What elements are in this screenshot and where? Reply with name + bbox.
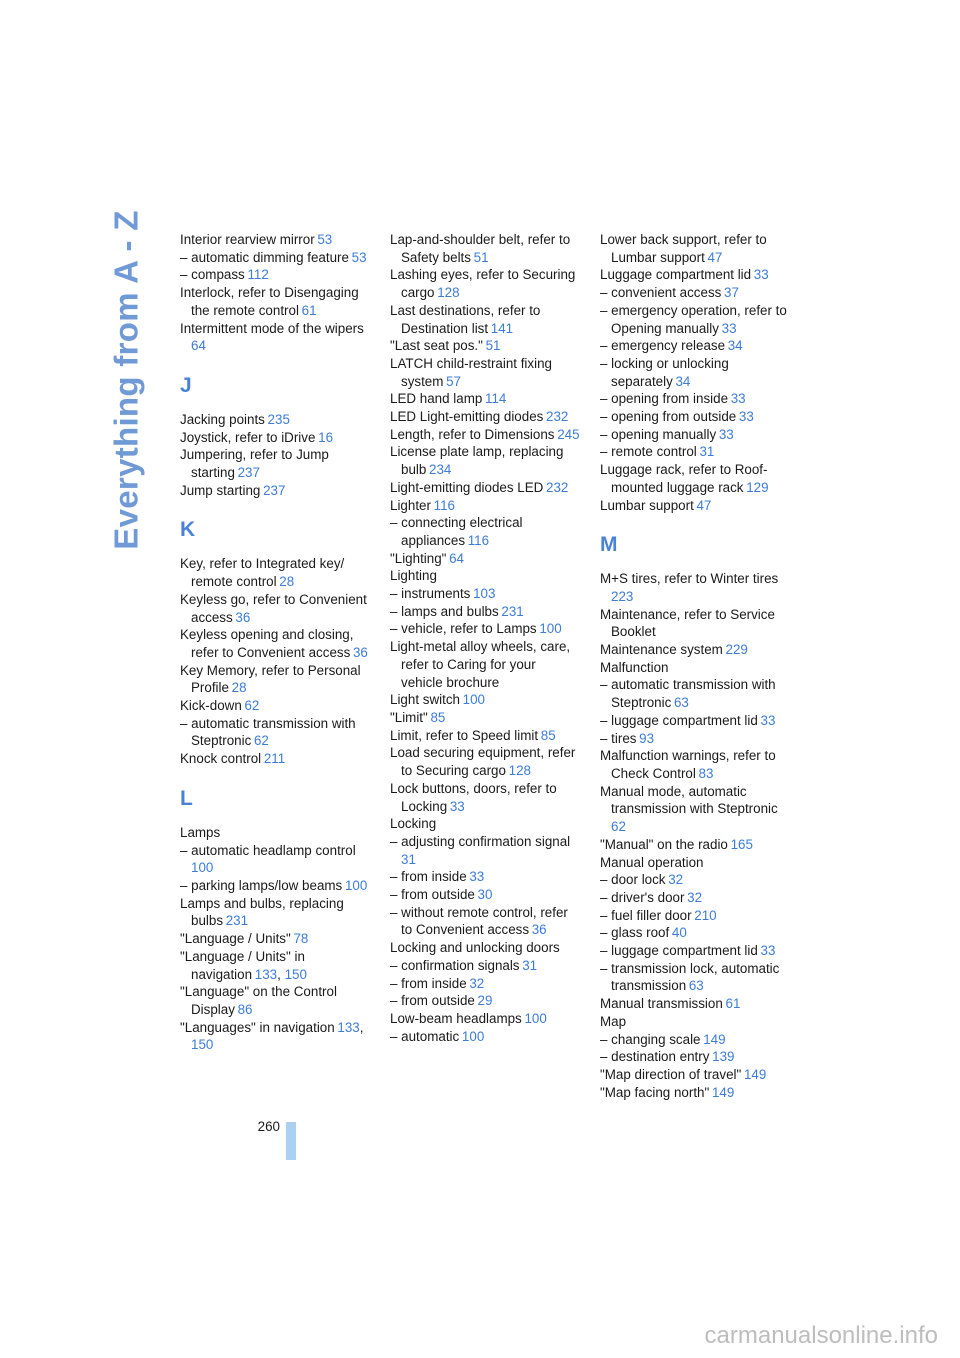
index-entry bbox=[390, 408, 580, 426]
page-reference-link[interactable]: 149 bbox=[743, 1066, 767, 1082]
index-entry bbox=[390, 479, 580, 497]
index-entry bbox=[600, 355, 790, 390]
index-entry-text: Lighter bbox=[390, 497, 431, 513]
index-entry bbox=[390, 815, 580, 833]
index-entry-text: Keyless opening and closing, refer to Convenient access bbox=[180, 627, 354, 660]
page-reference-link[interactable]: 232 bbox=[546, 479, 569, 495]
page-reference-link[interactable]: 36 bbox=[352, 644, 368, 660]
page-reference-link[interactable]: 16 bbox=[318, 429, 334, 445]
index-entry bbox=[390, 390, 580, 408]
index-entry-text: Length, refer to Dimensions bbox=[390, 426, 555, 442]
section-title bbox=[96, 210, 158, 550]
page-reference-link[interactable]: 100 bbox=[461, 1028, 485, 1044]
index-entry-text: Light-metal alloy wheels, care, refer to Caring for your vehicle brochure bbox=[390, 639, 571, 690]
page-reference-link[interactable]: 229 bbox=[725, 642, 748, 658]
page-reference-link[interactable]: 128 bbox=[437, 285, 460, 301]
index-entry-text: Load securing equipment, refer to Securing cargo bbox=[390, 745, 576, 779]
index-entry-text: Maintenance, refer to Service Booklet bbox=[600, 606, 775, 640]
page-reference-link[interactable]: 40 bbox=[671, 925, 687, 941]
index-entry bbox=[600, 461, 790, 496]
index-entry-text: – emergency operation, refer to Opening manually bbox=[600, 302, 787, 336]
index-entry bbox=[180, 697, 370, 715]
index-entry bbox=[390, 975, 580, 993]
index-entry-text: – automatic headlamp control bbox=[180, 842, 356, 858]
page-reference-link[interactable]: 36 bbox=[235, 609, 251, 625]
index-entry-text: – opening manually bbox=[600, 426, 717, 442]
page-reference-link[interactable]: 210 bbox=[694, 907, 717, 923]
page-reference-link[interactable]: 34 bbox=[675, 373, 691, 389]
page-reference-link[interactable]: 112 bbox=[247, 267, 269, 283]
index-entry bbox=[180, 266, 370, 284]
index-entry bbox=[600, 854, 790, 872]
index-entry-text: Jacking points bbox=[180, 411, 265, 427]
page-reference-link[interactable]: 83 bbox=[698, 765, 714, 781]
page-reference-link[interactable]: 149 bbox=[703, 1031, 726, 1047]
page-reference-link[interactable]: 78 bbox=[293, 931, 309, 947]
index-entry bbox=[180, 877, 370, 895]
index-entry-text: – vehicle, refer to Lamps bbox=[390, 621, 537, 637]
index-entry-text: Lumbar support bbox=[600, 497, 694, 513]
index-entry-text: Key, refer to Integrated key/ remote control bbox=[180, 556, 345, 590]
index-entry bbox=[180, 249, 370, 267]
index-entry-text: – automatic dimming feature bbox=[180, 249, 349, 265]
index-entry bbox=[180, 983, 370, 1018]
index-entry-text: "Manual" on the radio bbox=[600, 836, 728, 852]
page-reference-link[interactable]: 149 bbox=[711, 1084, 735, 1100]
index-entry bbox=[390, 302, 580, 337]
index-entry bbox=[180, 626, 370, 661]
page-reference-link[interactable]: 33 bbox=[760, 712, 776, 728]
page-reference-link[interactable]: 165 bbox=[730, 836, 753, 852]
index-entry bbox=[600, 1013, 790, 1031]
index-entry-text: Jump starting bbox=[180, 482, 261, 498]
page-reference-link[interactable]: 61 bbox=[301, 302, 317, 318]
index-entry-text: Limit, refer to Speed limit bbox=[390, 727, 539, 743]
index-entry bbox=[600, 426, 790, 444]
index-entry bbox=[600, 836, 790, 854]
index-entry-text: M+S tires, refer to Winter tires bbox=[600, 571, 779, 587]
index-entry bbox=[180, 555, 370, 590]
index-entry bbox=[600, 712, 790, 730]
index-entry-text: – glass roof bbox=[600, 925, 670, 941]
index-entry-text: Malfunction warnings, refer to Check Control bbox=[600, 748, 776, 781]
index-entry bbox=[600, 871, 790, 889]
index-entry-text: Lighting bbox=[390, 568, 437, 584]
index-entry bbox=[600, 337, 790, 355]
index-entry-text: – automatic transmission with Steptronic bbox=[180, 715, 356, 749]
index-entry-text: – automatic bbox=[390, 1028, 460, 1044]
page-reference-link[interactable]: 32 bbox=[469, 975, 485, 991]
index-entry-text: Intermittent mode of the wipers bbox=[180, 320, 364, 336]
index-entry bbox=[180, 662, 370, 697]
index-entry bbox=[390, 514, 580, 549]
index-entry-text: Malfunction bbox=[600, 659, 669, 675]
index-entry-text: Lamps bbox=[180, 824, 221, 840]
page-reference-link[interactable]: 62 bbox=[253, 733, 269, 749]
index-entry-text: – convenient access bbox=[600, 285, 722, 301]
index-entry bbox=[180, 446, 370, 481]
index-entry-text: – compass bbox=[180, 267, 245, 283]
index-entry bbox=[600, 924, 790, 942]
index-entry-text: – luggage compartment lid bbox=[600, 712, 758, 728]
index-entry-text: Jumpering, refer to Jump starting bbox=[180, 447, 329, 481]
index-entry bbox=[600, 1031, 790, 1049]
index-entry-text: LED Light-emitting diodes bbox=[390, 409, 544, 425]
index-entry-text: Maintenance system bbox=[600, 642, 723, 658]
index-entry bbox=[390, 1028, 580, 1046]
index-entry-text: "Language" on the Control Display bbox=[180, 984, 337, 1017]
index-entry bbox=[600, 747, 790, 782]
index-entry-text: – connecting electrical appliances bbox=[390, 515, 523, 548]
page-reference-link[interactable]: 85 bbox=[540, 727, 556, 743]
index-entry-text: Manual transmission bbox=[600, 996, 723, 1012]
index-entry-text: Lamps and bulbs, replacing bulbs bbox=[180, 895, 344, 929]
page-reference-link[interactable]: 31 bbox=[401, 851, 416, 867]
page-reference-link[interactable]: 139 bbox=[712, 1049, 735, 1065]
page-reference-link[interactable]: 47 bbox=[707, 249, 723, 265]
index-entry-text: Joystick, refer to iDrive bbox=[180, 429, 316, 445]
index-entry bbox=[390, 886, 580, 904]
index-entry-text: – instruments bbox=[390, 586, 471, 602]
index-entry-text: Locking and unlocking doors bbox=[390, 940, 560, 956]
index-entry-text: – remote control bbox=[600, 444, 697, 460]
index-entry bbox=[600, 641, 790, 659]
index-entry-text: Locking bbox=[390, 816, 437, 832]
index-entry-text: Lap-and-shoulder belt, refer to Safety belts bbox=[390, 232, 571, 265]
index-entry-text: "Language / Units" bbox=[180, 931, 291, 947]
page-reference-link[interactable]: 32 bbox=[668, 872, 684, 888]
page-reference-link[interactable]: 33 bbox=[760, 943, 776, 959]
index-entry bbox=[390, 691, 580, 709]
page-reference-link[interactable]: 237 bbox=[263, 482, 286, 498]
index-entry-text: Key Memory, refer to Personal Profile bbox=[180, 662, 361, 696]
index-entry bbox=[600, 497, 790, 515]
page-reference-link[interactable]: 32 bbox=[687, 889, 703, 905]
index-entry bbox=[390, 727, 580, 745]
index-entry bbox=[180, 320, 370, 355]
page-reference-link[interactable]: 223 bbox=[611, 588, 634, 604]
index-entry-text: – luggage compartment lid bbox=[600, 943, 758, 959]
index-entry: "Languages" in navigation 133, 150 bbox=[180, 1019, 364, 1053]
index-entry-text: Lock buttons, doors, refer to Locking bbox=[390, 780, 557, 814]
page-reference-link[interactable]: 33 bbox=[449, 798, 465, 814]
index-entry bbox=[390, 1010, 580, 1028]
index-entry-text: – parking lamps/low beams bbox=[180, 877, 343, 893]
page-reference-link[interactable]: 53 bbox=[317, 232, 333, 247]
page-reference-link[interactable]: 36 bbox=[531, 922, 547, 938]
index-entry-text: – adjusting confirmation signal bbox=[390, 833, 571, 849]
index-entry bbox=[180, 750, 370, 768]
index-column-3 bbox=[600, 231, 790, 1101]
index-entry bbox=[600, 889, 790, 907]
section-letter: J bbox=[180, 373, 192, 397]
index-entry-text: Low-beam headlamps bbox=[390, 1010, 522, 1026]
watermark: carmanualsonline.info bbox=[704, 1322, 938, 1349]
index-entry bbox=[390, 709, 580, 727]
page-reference-link[interactable]: 133 bbox=[254, 966, 278, 982]
index-entry bbox=[390, 355, 580, 390]
index-entry bbox=[390, 337, 580, 355]
page-reference-link[interactable]: 128 bbox=[508, 763, 531, 779]
index-entry-text: LED hand lamp bbox=[390, 391, 483, 407]
index-entry bbox=[390, 638, 580, 691]
page-reference-link[interactable]: 51 bbox=[485, 338, 501, 354]
index-entry-text: Luggage rack, refer to Roof-mounted luggage rack bbox=[600, 462, 768, 495]
page-reference-link[interactable]: 34 bbox=[727, 338, 743, 354]
index-entry bbox=[600, 659, 790, 677]
section-letter: L bbox=[180, 786, 193, 810]
page-reference-link[interactable]: 33 bbox=[469, 869, 485, 885]
index-entry-text: "Lighting" bbox=[390, 550, 447, 566]
page-reference-link[interactable]: 86 bbox=[237, 1001, 253, 1017]
page-reference-link[interactable]: 245 bbox=[557, 426, 580, 442]
index-entry-text: "Map facing north" bbox=[600, 1084, 710, 1100]
index-entry-text: Last destinations, refer to Destination list bbox=[390, 302, 541, 336]
section-letter: K bbox=[180, 518, 196, 542]
page-reference-link[interactable]: 53 bbox=[351, 249, 367, 265]
page-reference-link[interactable]: 234 bbox=[429, 462, 452, 478]
page-reference-link[interactable]: 57 bbox=[446, 373, 462, 389]
index-entry-text: – door lock bbox=[600, 872, 666, 888]
index-entry bbox=[390, 620, 580, 638]
page-reference-link[interactable]: 235 bbox=[267, 411, 290, 427]
index-entry bbox=[180, 284, 370, 319]
page-reference-link[interactable]: 100 bbox=[539, 621, 562, 637]
index-entry bbox=[180, 930, 370, 948]
page-reference-link[interactable]: 33 bbox=[738, 409, 754, 425]
page-reference-link[interactable]: 141 bbox=[490, 320, 514, 336]
index-entry-text: – from inside bbox=[390, 869, 467, 885]
index-entry bbox=[390, 585, 580, 603]
index-column-2 bbox=[390, 231, 580, 1045]
index-entry-text: "Language / Units" in navigation bbox=[180, 948, 305, 982]
page-reference-link[interactable]: 33 bbox=[718, 426, 734, 442]
index-entry-text: "Map direction of travel" bbox=[600, 1066, 742, 1082]
index-entry bbox=[390, 426, 580, 444]
index-entry bbox=[600, 390, 790, 408]
index-entry-text: Knock control bbox=[180, 751, 262, 767]
index-entry bbox=[180, 231, 370, 249]
index-entry bbox=[600, 1066, 790, 1084]
index-entry-text: – locking or unlocking separately bbox=[600, 355, 729, 389]
index-entry bbox=[390, 443, 580, 478]
page-reference-link[interactable]: 85 bbox=[430, 709, 446, 725]
index-entry-text: Interlock, refer to Disengaging the remote control bbox=[180, 285, 359, 318]
index-entry-text: "Languages" in navigation bbox=[180, 1019, 335, 1035]
page-reference-link[interactable]: 100 bbox=[344, 877, 368, 893]
index-entry bbox=[600, 266, 790, 284]
index-entry-text: – tires bbox=[600, 730, 637, 746]
index-entry bbox=[390, 497, 580, 515]
index-entry-text: – opening from outside bbox=[600, 409, 737, 425]
page-reference-link[interactable]: 33 bbox=[721, 320, 737, 336]
page-reference-link[interactable]: 62 bbox=[611, 819, 626, 835]
index-entry-text: "Last seat pos." bbox=[390, 338, 483, 354]
page-reference-link[interactable]: 232 bbox=[546, 409, 569, 425]
index-entry bbox=[180, 411, 370, 429]
index-entry bbox=[390, 957, 580, 975]
page-reference-link[interactable]: 33 bbox=[730, 391, 746, 407]
page-reference-link[interactable]: 150 bbox=[191, 1037, 214, 1053]
index-entry-text: License plate lamp, replacing bulb bbox=[390, 444, 564, 478]
index-entry-text: Manual operation bbox=[600, 854, 704, 870]
index-entry bbox=[600, 1048, 790, 1066]
index-entry-text: – automatic transmission with Steptronic bbox=[600, 677, 776, 711]
page-reference-link[interactable]: 47 bbox=[696, 497, 712, 513]
page-reference-link[interactable]: 103 bbox=[473, 586, 496, 602]
index-entry bbox=[390, 868, 580, 886]
index-entry bbox=[600, 231, 790, 266]
page-reference-link[interactable]: 37 bbox=[724, 285, 739, 301]
index-entry-text: Manual mode, automatic transmission with Steptronic bbox=[600, 783, 778, 817]
page-reference-link[interactable]: 116 bbox=[467, 532, 490, 548]
page-reference-link[interactable]: 211 bbox=[263, 751, 286, 767]
index-entry: "Language / Units" in navigation 133, 150 bbox=[180, 948, 307, 982]
index-entry bbox=[390, 992, 580, 1010]
section-title-text: Everything from A - Z bbox=[108, 210, 146, 550]
index-entry bbox=[390, 744, 580, 779]
index-entry bbox=[180, 824, 370, 842]
page-reference-link[interactable]: 114 bbox=[485, 391, 507, 407]
page-number: 260 bbox=[257, 1119, 280, 1134]
page-reference-link[interactable]: 116 bbox=[433, 497, 455, 513]
index-entry bbox=[180, 429, 370, 447]
index-entry bbox=[390, 904, 580, 939]
index-entry bbox=[180, 895, 370, 930]
index-entry bbox=[600, 960, 790, 995]
page-reference-link[interactable]: 33 bbox=[753, 267, 769, 283]
index-entry-text: Keyless go, refer to Convenient access bbox=[180, 591, 367, 625]
index-entry bbox=[390, 833, 580, 868]
index-entry-text: – emergency release bbox=[600, 338, 726, 354]
index-entry bbox=[390, 780, 580, 815]
index-entry bbox=[600, 1084, 790, 1102]
page-reference-link[interactable]: 93 bbox=[639, 730, 655, 746]
page-reference-link[interactable]: 63 bbox=[688, 978, 704, 994]
index-entry-text: LATCH child-restraint fixing system bbox=[390, 355, 552, 389]
index-entry bbox=[180, 591, 370, 626]
page-reference-link[interactable]: 231 bbox=[501, 603, 524, 619]
index-entry-text: Luggage compartment lid bbox=[600, 267, 752, 283]
page-number-bar bbox=[286, 1122, 296, 1160]
index-entry-text: – destination entry bbox=[600, 1049, 710, 1065]
index-entry-text: – without remote control, refer to Convenient access bbox=[390, 904, 568, 938]
index-entry-text: Map bbox=[600, 1013, 627, 1029]
page-reference-link[interactable]: 64 bbox=[191, 338, 206, 354]
index-entry-text: "Limit" bbox=[390, 709, 428, 725]
page-reference-link[interactable]: 31 bbox=[522, 957, 538, 973]
index-entry bbox=[390, 939, 580, 957]
index-entry bbox=[600, 730, 790, 748]
index-entry bbox=[600, 676, 790, 711]
page-reference-link[interactable]: 64 bbox=[449, 550, 465, 566]
page-reference-link[interactable]: 30 bbox=[477, 887, 493, 903]
index-entry bbox=[600, 606, 790, 641]
page-reference-link[interactable]: 100 bbox=[462, 692, 485, 708]
index-entry bbox=[600, 284, 790, 302]
index-entry-text: Interior rearview mirror bbox=[180, 232, 315, 247]
index-entry-text: – changing scale bbox=[600, 1031, 701, 1047]
index-entry bbox=[600, 408, 790, 426]
page-reference-link[interactable]: 61 bbox=[725, 996, 741, 1012]
index-entry-text: – driver's door bbox=[600, 889, 685, 905]
index-entry-text: – from inside bbox=[390, 975, 467, 991]
index-entry-text: – opening from inside bbox=[600, 391, 729, 407]
index-entry-text: – from outside bbox=[390, 887, 475, 903]
index-entry bbox=[180, 715, 370, 750]
index-entry bbox=[600, 570, 790, 605]
page-reference-link[interactable]: 133 bbox=[337, 1019, 360, 1035]
page-reference-link[interactable]: 100 bbox=[191, 860, 214, 876]
page-reference-link[interactable]: 129 bbox=[746, 479, 769, 495]
index-entry bbox=[600, 783, 790, 836]
index-entry-text: Light-emitting diodes LED bbox=[390, 479, 544, 495]
index-entry-text: Lashing eyes, refer to Securing cargo bbox=[390, 267, 576, 301]
page-reference-link[interactable]: 62 bbox=[244, 698, 260, 714]
index-entry-text: – from outside bbox=[390, 993, 475, 1009]
index-entry bbox=[600, 443, 790, 461]
page-reference-link[interactable]: 51 bbox=[473, 249, 489, 265]
index-entry bbox=[390, 231, 580, 266]
index-entry-text: – transmission lock, automatic transmission bbox=[600, 960, 780, 994]
index-entry bbox=[600, 995, 790, 1013]
index-entry-text: Kick-down bbox=[180, 698, 242, 714]
page-reference-link[interactable]: 231 bbox=[225, 913, 249, 929]
index-entry bbox=[390, 567, 580, 585]
page-reference-link[interactable]: 31 bbox=[699, 444, 715, 460]
index-entry bbox=[180, 482, 370, 500]
section-letter: M bbox=[600, 533, 618, 557]
index-entry-text: Light switch bbox=[390, 692, 460, 708]
index-entry bbox=[390, 603, 580, 621]
index-entry-text: – lamps and bulbs bbox=[390, 603, 499, 619]
index-entry bbox=[600, 907, 790, 925]
index-entry-text: – fuel filler door bbox=[600, 907, 692, 923]
page-reference-link[interactable]: 100 bbox=[524, 1010, 547, 1026]
page-reference-link[interactable]: 29 bbox=[477, 993, 493, 1009]
index-entry bbox=[390, 550, 580, 568]
index-entry bbox=[600, 302, 790, 337]
page-reference-link[interactable]: 28 bbox=[279, 574, 295, 590]
page-reference-link[interactable]: 150 bbox=[284, 966, 307, 982]
index-entry-text: – confirmation signals bbox=[390, 957, 520, 973]
index-entry bbox=[180, 842, 370, 877]
index-column-1 bbox=[180, 231, 370, 1054]
page-reference-link[interactable]: 63 bbox=[673, 695, 689, 711]
page-reference-link[interactable]: 28 bbox=[231, 680, 247, 696]
index-entry bbox=[390, 266, 580, 301]
index-entry-text: Lower back support, refer to Lumbar support bbox=[600, 232, 767, 265]
page-reference-link[interactable]: 237 bbox=[237, 465, 260, 481]
index-entry bbox=[600, 942, 790, 960]
